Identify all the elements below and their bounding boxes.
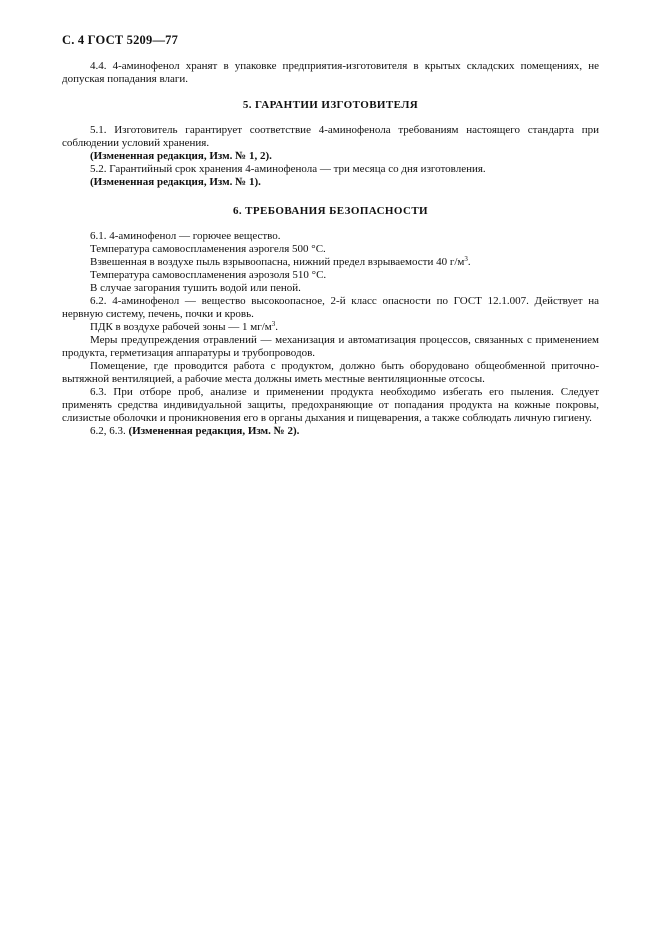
mac-end: .: [275, 321, 278, 333]
paragraph-6-2: 6.2. 4-аминофенол — вещество высокоопасное, 2-й класс опасности по ГОСТ 12.1.007. Действует на нервную систему, печень, почки и кровь.: [62, 295, 599, 320]
explosion-limit-text: Взвешенная в воздухе пыль взрывоопасна, нижний предел взрываемости 40 г/м: [90, 256, 465, 268]
paragraph-6-1: 6.1. 4-аминофенол — горючее вещество.: [90, 230, 281, 242]
paragraph-4-4: 4.4. 4-аминофенол хранят в упаковке предприятия-изготовителя в крытых складских помещениях, не допуская попадания влаги.: [62, 60, 599, 85]
paragraph-6-2-mac: [62, 321, 599, 334]
paragraph-6-1-explosion-limit: [62, 256, 599, 269]
paragraph-5-1: 5.1. Изготовитель гарантирует соответствие 4-аминофенола требованиям настоящего стандарта при соблюдении условий хранения.: [62, 124, 599, 149]
superscript-cubic-mac: 3: [271, 320, 276, 328]
amendment-note-3-text: (Измененная редакция, Изм. № 2).: [128, 425, 300, 437]
running-head: С. 4 ГОСТ 5209—77: [62, 33, 179, 47]
paragraph-6-1-autoignition-aerosol: Температура самовоспламенения аэрозоля 510 °С.: [90, 269, 327, 281]
section-5-title: 5. ГАРАНТИИ ИЗГОТОВИТЕЛЯ: [242, 99, 419, 111]
superscript-cubic: 3: [464, 255, 468, 263]
paragraph-5-2: 5.2. Гарантийный срок хранения 4-аминофенола — три месяца со дня изготовления.: [90, 163, 486, 175]
amendment-note-1: (Измененная редакция, Изм. № 1, 2).: [90, 150, 272, 162]
explosion-limit-end: .: [467, 256, 471, 268]
paragraph-6-2-ventilation: Помещение, где проводится работа с продуктом, должно быть оборудовано общеобменной приточно-вытяжной вентиляцией, а рабочие места должны иметь местные вентиляционные отсосы.: [62, 360, 599, 385]
amendment-note-2: (Измененная редакция, Изм. № 1).: [90, 176, 261, 188]
mac-text: ПДК в воздухе рабочей зоны — 1 мг/м: [90, 321, 272, 333]
paragraph-6-2-prevention: Меры предупреждения отравлений — механизация и автоматизация процессов, связанных с применением продукта, герметизация аппаратуры и трубопроводов.: [62, 334, 599, 359]
paragraph-6-1-autoignition-aerogel: Температура самовоспламенения аэрогеля 500 °С.: [90, 243, 326, 255]
paragraph-6-1-extinguish: В случае загорания тушить водой или пеной.: [90, 282, 301, 294]
section-6-title: 6. ТРЕБОВАНИЯ БЕЗОПАСНОСТИ: [232, 205, 429, 217]
paragraph-6-3: 6.3. При отборе проб, анализе и применении продукта необходимо избегать его пыления. Следует применять средства индивидуальной защиты, предохраняющие от попадания продукта на кожные покровы, слизистые оболочки и проникновения его в органы дыхания и пищеварения, а также соблюдать личную гигиену.: [62, 386, 599, 424]
amendment-note-3-prefix: 6.2, 6.3.: [90, 425, 129, 437]
amendment-note-3: [62, 425, 599, 438]
page-body: [62, 60, 599, 438]
